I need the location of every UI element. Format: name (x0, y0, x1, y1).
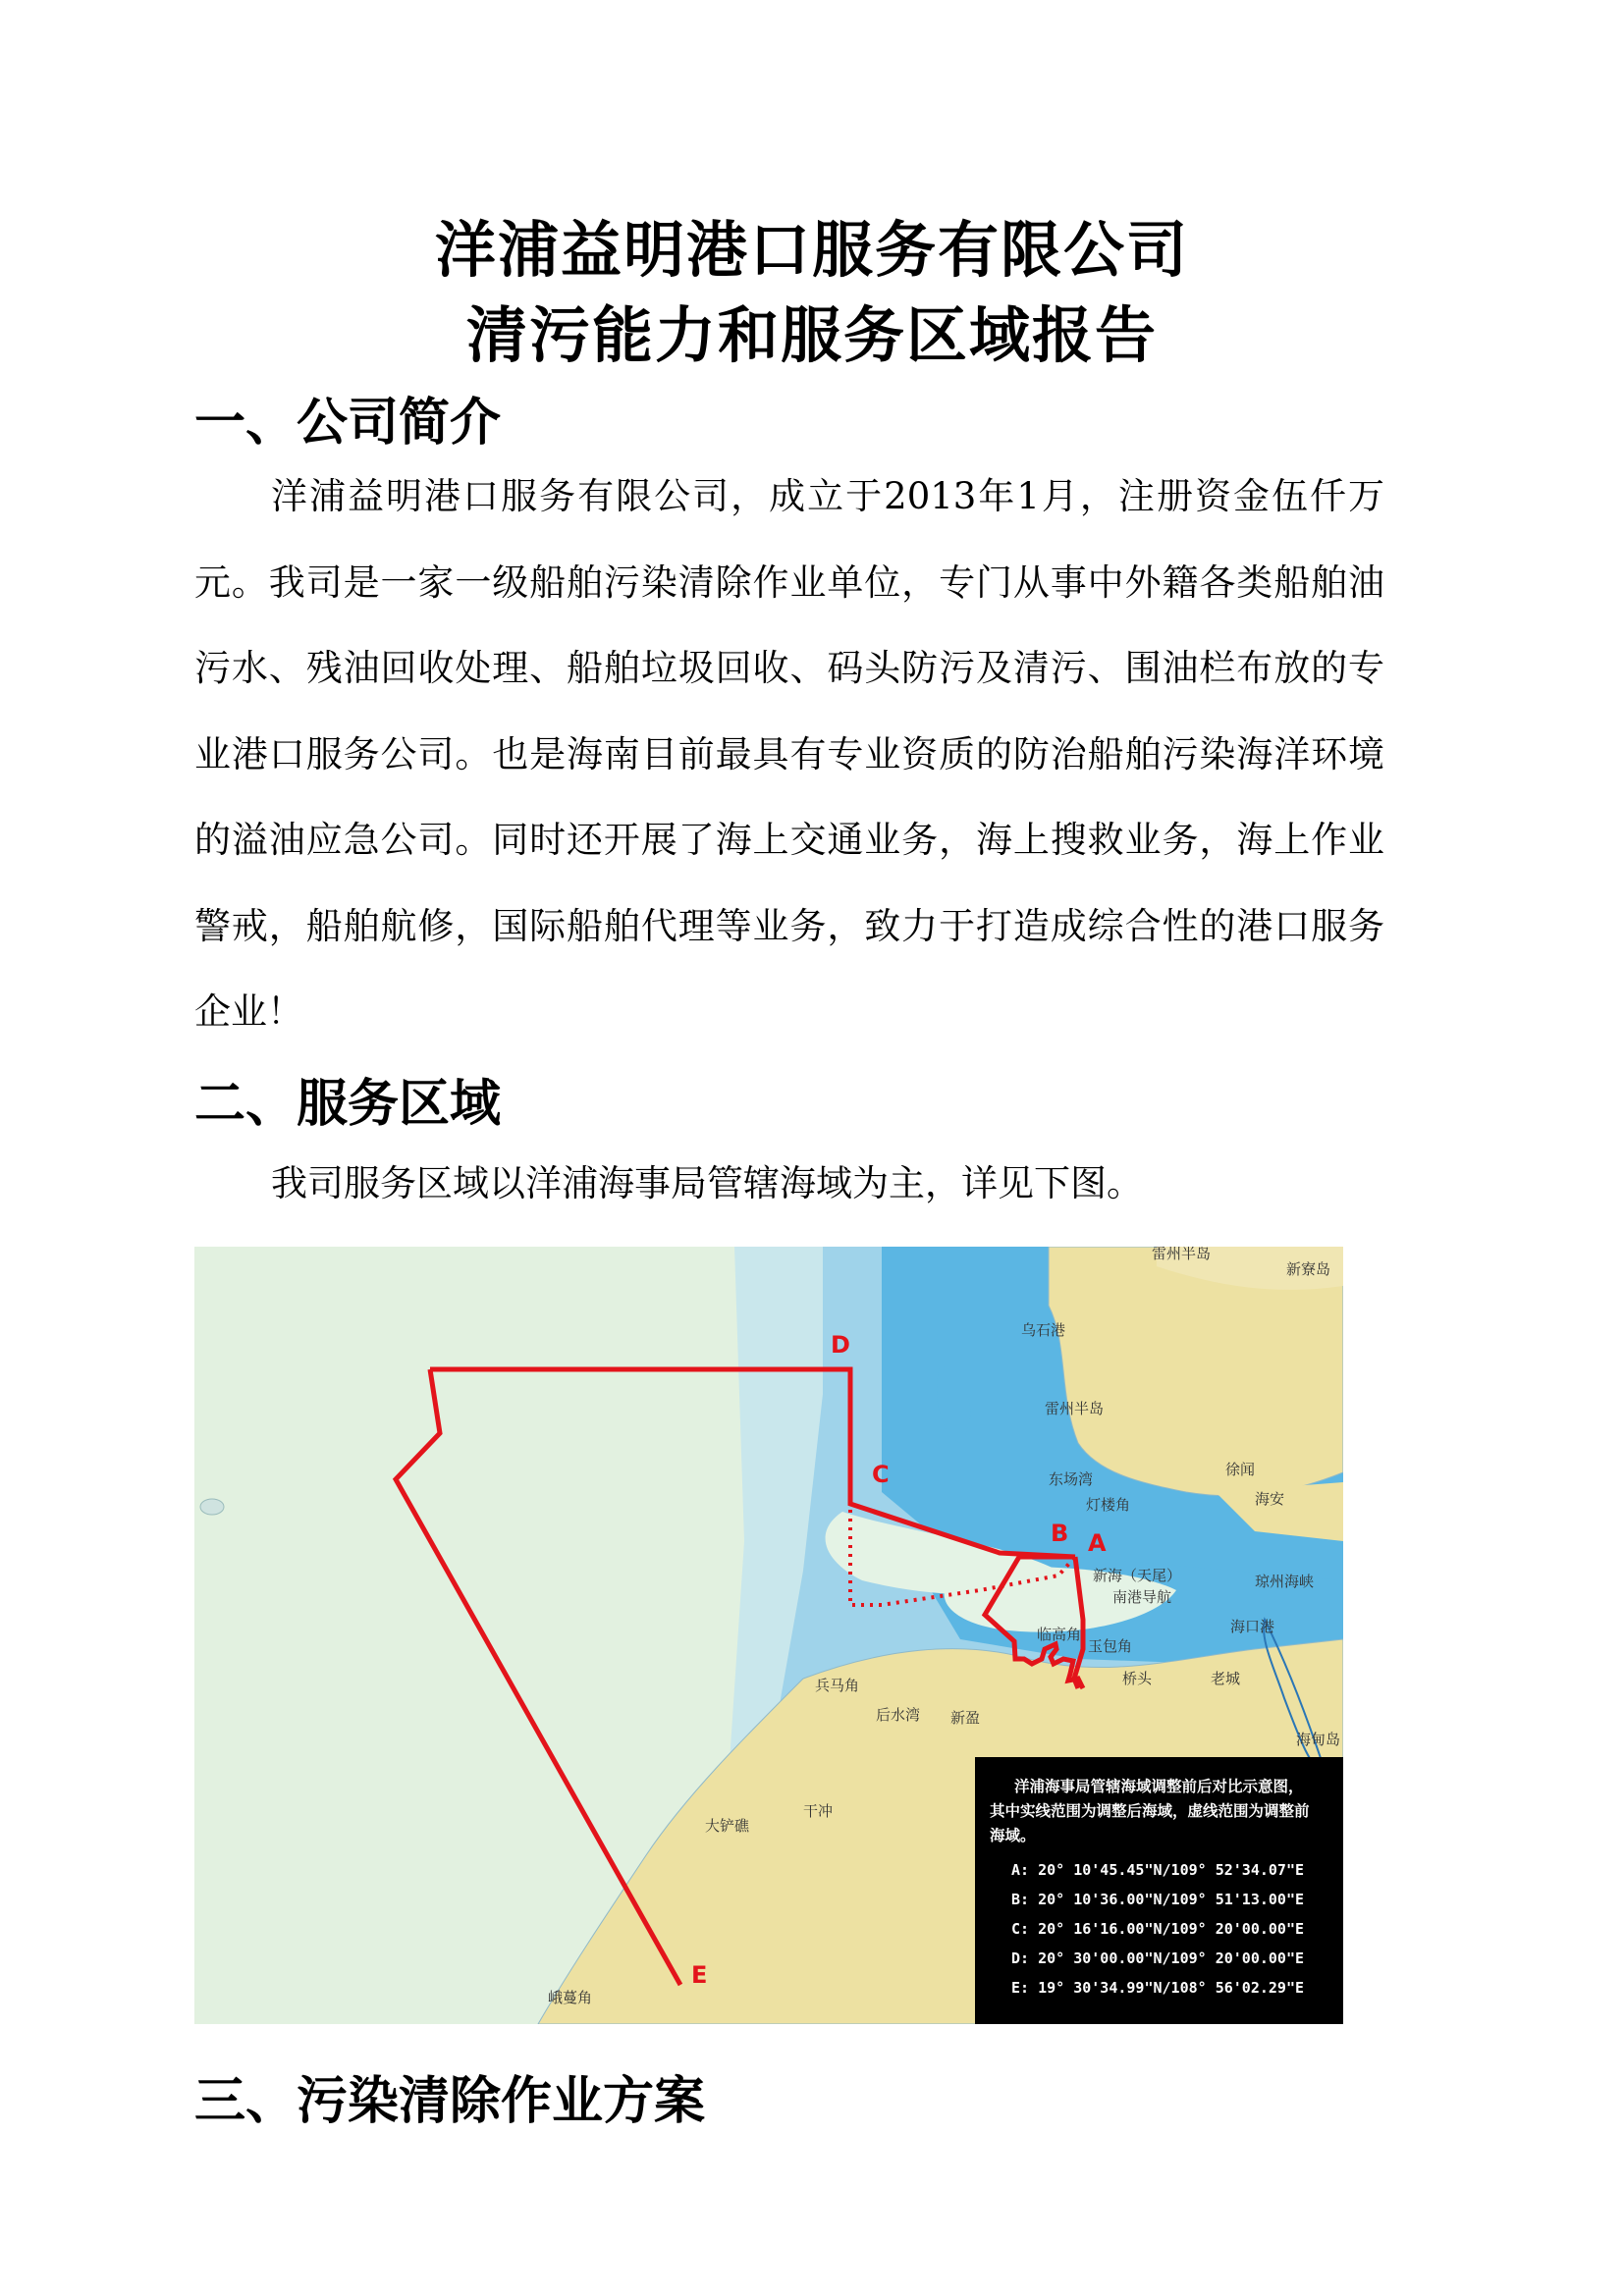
map-label: 干冲 (803, 1802, 834, 1820)
legend-description: 海域。 (990, 1827, 1036, 1844)
map-label: 兵马角 (815, 1677, 860, 1694)
legend-coord-d: D: 20° 30'00.00"N/109° 20'00.00"E (1011, 1949, 1305, 1967)
map-label: 雷州半岛 (1045, 1400, 1105, 1417)
legend-coord-b: B: 20° 10'36.00"N/109° 51'13.00"E (1011, 1891, 1305, 1908)
service-area-map (194, 1247, 1343, 2024)
map-label: 海甸岛 (1296, 1731, 1341, 1748)
map-label: 海安 (1255, 1490, 1285, 1508)
map-label: 南港导航 (1112, 1588, 1172, 1606)
map-label: 大铲礁 (705, 1817, 750, 1835)
point-label-d: D (831, 1331, 850, 1359)
map-label: 新寮岛 (1286, 1260, 1331, 1278)
document-title-line1: 洋浦益明港口服务有限公司 (434, 214, 1189, 286)
map-label: 新盈 (950, 1709, 981, 1727)
map-label: 新海（天尾） (1093, 1567, 1182, 1584)
map-label: 桥头 (1122, 1670, 1153, 1687)
map-label: 老城 (1211, 1670, 1241, 1687)
map-label: 玉包角 (1088, 1637, 1133, 1655)
map-label: 徐闻 (1225, 1461, 1256, 1478)
point-label-c: C (872, 1461, 890, 1488)
legend-coord-c: C: 20° 16'16.00"N/109° 20'00.00"E (1011, 1920, 1305, 1938)
small-island (200, 1499, 224, 1515)
document-title-line2: 清污能力和服务区域报告 (465, 299, 1158, 371)
legend-description: 洋浦海事局管辖海域调整前后对比示意图， (1014, 1778, 1304, 1795)
section2-heading: 二、服务区域 (194, 1075, 502, 1134)
legend-coord-a: A: 20° 10'45.45"N/109° 52'34.07"E (1011, 1861, 1305, 1879)
map-label: 海口港 (1230, 1618, 1275, 1635)
map-label: 乌石港 (1021, 1321, 1066, 1339)
map-label: 后水湾 (876, 1706, 921, 1724)
section2-paragraph: 我司服务区域以洋浦海事局管辖海域为主，详见下图。 (271, 1162, 1143, 1204)
legend-coord-e: E: 19° 30'34.99"N/108° 56'02.29"E (1011, 1979, 1305, 1997)
section3-heading: 三、污染清除作业方案 (194, 2072, 706, 2131)
section1-paragraph: 洋浦益明港口服务有限公司，成立于2013年1月，注册资金伍仟万元。我司是一家一级船舶污染清除作业单位，专门从事中外籍各类船舶油污水、残油回收处理、船舶垃圾回收、码头防污及清污、围油栏布放的专业港口服务公司。也是海南目前最具有专业资质的防治船舶污染海洋环境的溢油应急公司。同时还开展了海上交通业务，海上搜救业务，海上作业警戒，船舶航修，国际船舶代理等业务，致力于打造成综合性的港口服务企业！ (194, 475, 1384, 1033)
map-label: 峨蔓角 (548, 1989, 593, 2006)
map-label: 灯楼角 (1086, 1496, 1131, 1514)
map-label: 东场湾 (1049, 1470, 1094, 1488)
map-label: 临高角 (1037, 1626, 1082, 1643)
map-label: 琼州海峡 (1255, 1573, 1315, 1590)
point-label-b: B (1051, 1520, 1069, 1547)
point-label-e: E (691, 1961, 708, 1989)
section1-heading: 一、公司简介 (194, 394, 502, 453)
map-label: 雷州半岛 (1152, 1247, 1212, 1262)
legend-description: 其中实线范围为调整后海域，虚线范围为调整前 (990, 1802, 1310, 1820)
point-label-a: A (1088, 1529, 1107, 1557)
